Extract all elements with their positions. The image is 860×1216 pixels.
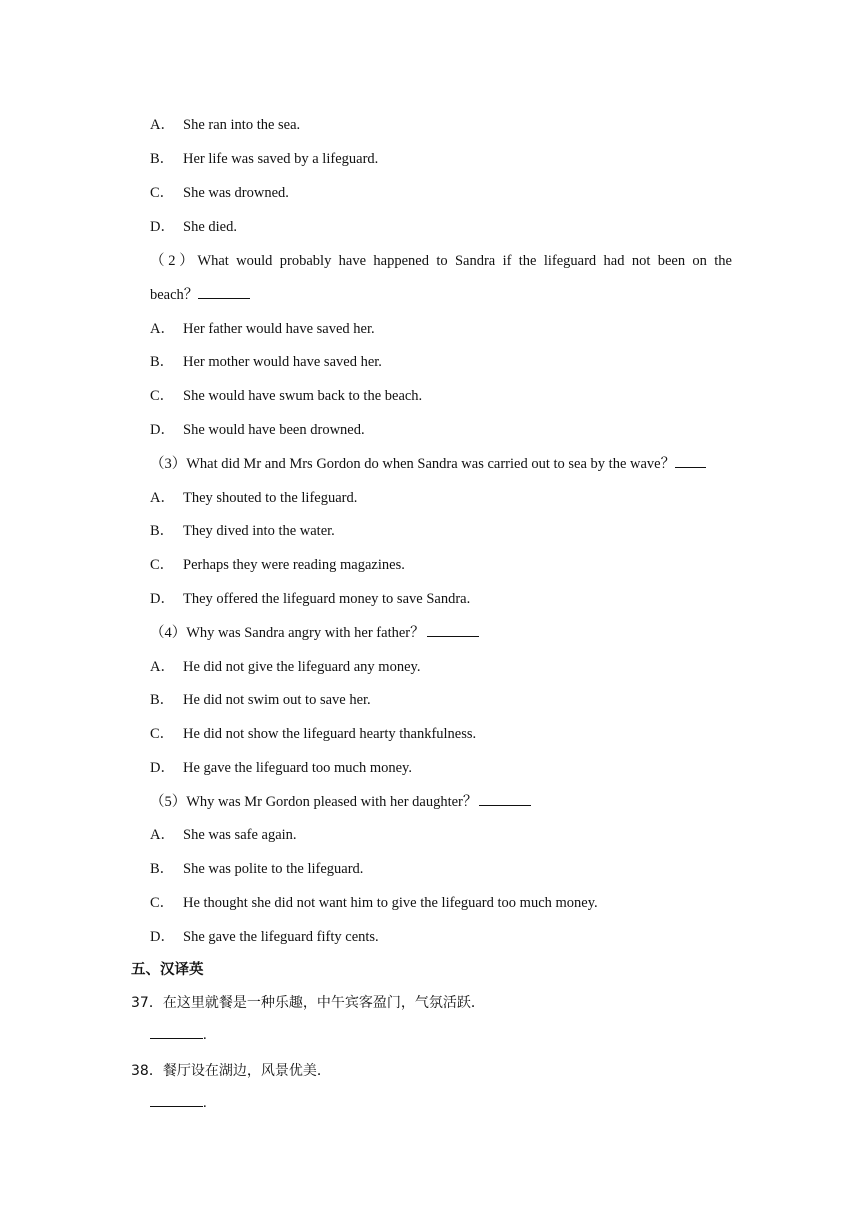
q1-option-b: B． Her life was saved by a lifeguard. bbox=[150, 151, 379, 167]
q2-answer-blank bbox=[198, 286, 250, 299]
q3-answer-blank bbox=[675, 455, 706, 468]
q38-answer-blank bbox=[150, 1094, 203, 1107]
q2-stem-line2: beach？ bbox=[150, 283, 250, 304]
q37-prompt: 37．在这里就餐是一种乐趣，中午宾客盈门，气氛活跃． bbox=[131, 995, 485, 1011]
q1-option-d: D． She died. bbox=[150, 219, 237, 235]
q37-answer-line: . bbox=[150, 1026, 207, 1044]
q3-option-c: C． Perhaps they were reading magazines. bbox=[150, 557, 405, 573]
q38-answer-line: . bbox=[150, 1094, 207, 1112]
q5-option-c: C． He thought she did not want him to give the lifeguard too much money. bbox=[150, 895, 598, 911]
q4-option-d: D． He gave the lifeguard too much money. bbox=[150, 760, 412, 776]
q3-option-b: B． They dived into the water. bbox=[150, 523, 335, 539]
q38-prompt: 38．餐厅设在湖边，风景优美． bbox=[131, 1063, 331, 1079]
q4-answer-blank bbox=[427, 624, 479, 637]
q2-option-b: B． Her mother would have saved her. bbox=[150, 354, 382, 370]
q2-option-d: D． She would have been drowned. bbox=[150, 422, 365, 438]
q4-option-b: B． He did not swim out to save her. bbox=[150, 692, 371, 708]
q3-stem: （3）What did Mr and Mrs Gordon do when Sandra was carried out to sea by the wave？ bbox=[150, 452, 706, 473]
q5-answer-blank bbox=[479, 793, 531, 806]
q2-option-c: C． She would have swum back to the beach. bbox=[150, 388, 423, 404]
q3-option-a: A． They shouted to the lifeguard. bbox=[150, 490, 358, 506]
section-title: 五、汉译英 bbox=[131, 962, 204, 978]
q5-stem: （5）Why was Mr Gordon pleased with her daughter？ bbox=[150, 790, 531, 811]
q1-option-a: A． She ran into the sea. bbox=[150, 117, 301, 133]
q4-option-c: C． He did not show the lifeguard hearty thankfulness. bbox=[150, 726, 477, 742]
q3-option-d: D． They offered the lifeguard money to save Sandra. bbox=[150, 591, 471, 607]
q4-stem: （4）Why was Sandra angry with her father？ bbox=[150, 621, 479, 642]
q5-option-a: A． She was safe again. bbox=[150, 827, 297, 843]
q2-option-a: A． Her father would have saved her. bbox=[150, 321, 375, 337]
q2-stem-line1: （2）What would probably have happened to Sandra if the lifeguard had not been on the bbox=[150, 253, 732, 269]
q37-answer-blank bbox=[150, 1026, 203, 1039]
q1-option-c: C． She was drowned. bbox=[150, 185, 289, 201]
q5-option-d: D． She gave the lifeguard fifty cents. bbox=[150, 929, 379, 945]
q5-option-b: B． She was polite to the lifeguard. bbox=[150, 861, 364, 877]
q4-option-a: A． He did not give the lifeguard any money. bbox=[150, 659, 421, 675]
